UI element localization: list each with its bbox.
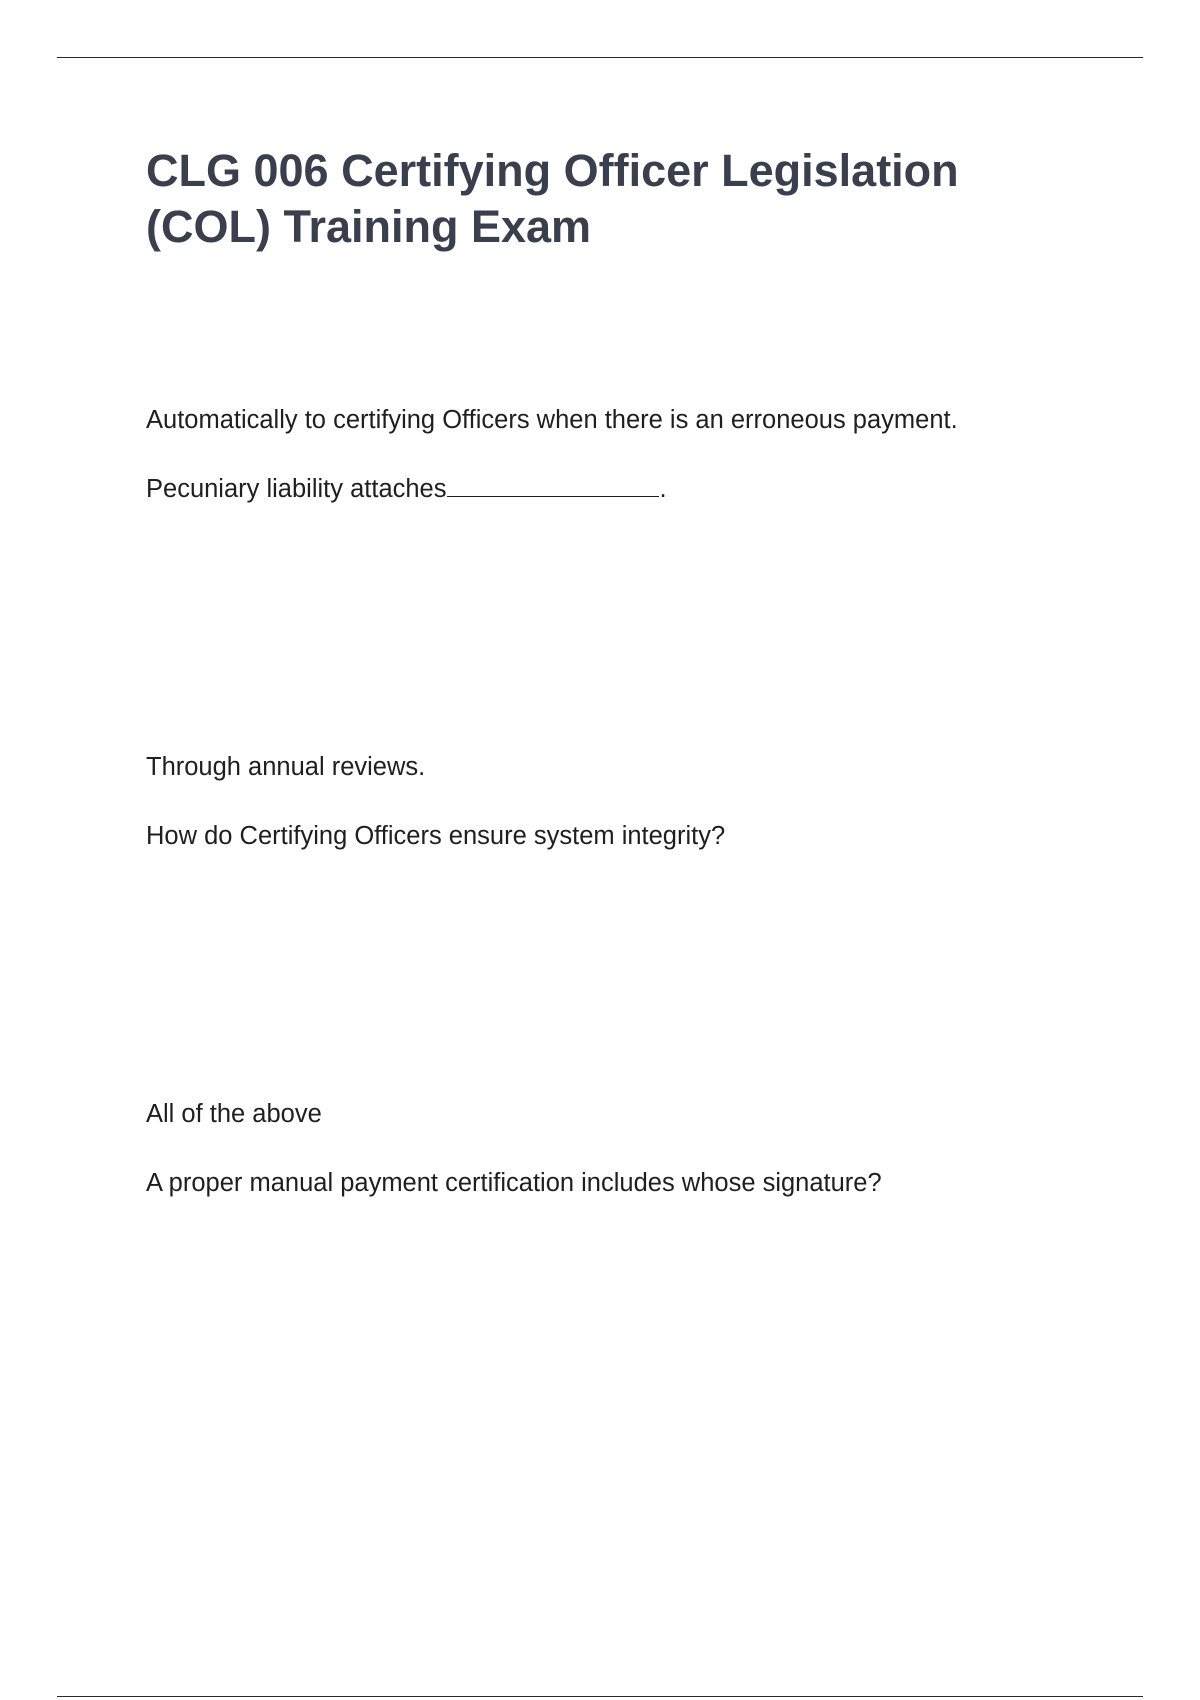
flashcard-question: How do Certifying Officers ensure system integrity? [146,822,726,850]
header-rule [57,57,1143,58]
question-text: Pecuniary liability attaches [146,475,447,503]
footer-rule [57,1696,1143,1697]
fill-in-blank [447,474,659,497]
flashcard-answer: Automatically to certifying Officers when there is an erroneous payment. [146,406,958,434]
question-punctuation: . [659,475,667,503]
flashcard-question: A proper manual payment certification includes whose signature? [146,1169,882,1197]
document-title [146,143,1106,255]
document-title-line-1: CLG 006 Certifying Officer Legislation [146,145,959,196]
flashcard-answer: Through annual reviews. [146,753,426,781]
flashcard-answer: All of the above [146,1100,322,1128]
document-title-line-2: (COL) Training Exam [146,201,592,252]
flashcard-question [146,473,667,505]
